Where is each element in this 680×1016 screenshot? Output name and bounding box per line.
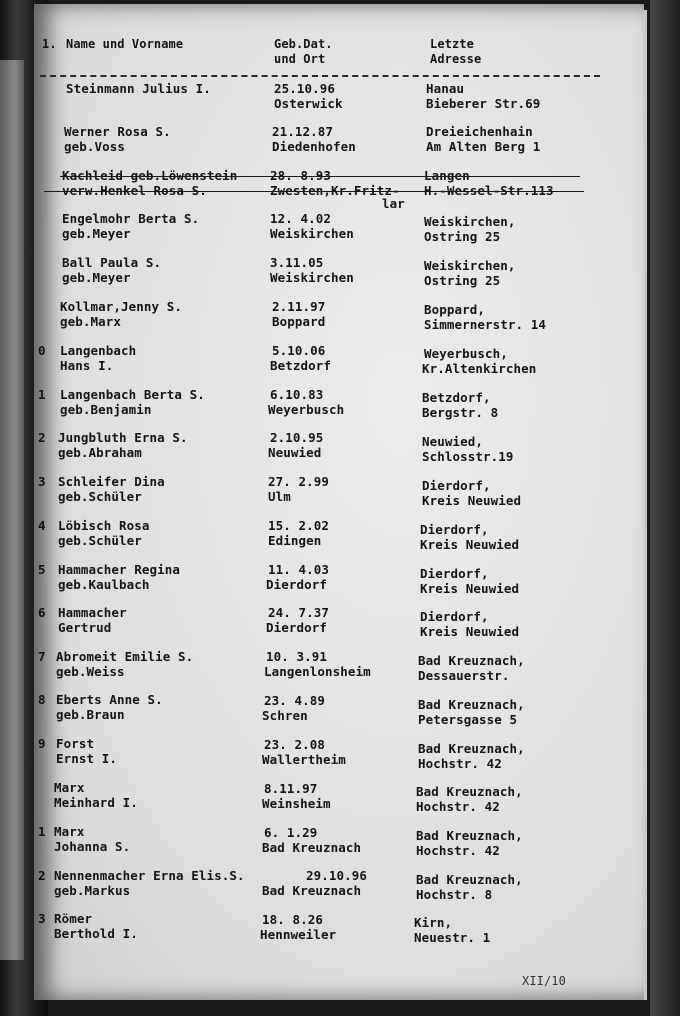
entry-birth-date: 21.12.87 xyxy=(272,124,334,139)
entry-birth-place: Zwesten,Kr.Fritz- xyxy=(270,183,400,198)
entry-number: 7 xyxy=(38,649,46,664)
entry-number: 3 xyxy=(38,474,46,489)
entry-birth-place: Weiskirchen xyxy=(270,226,354,241)
entry-address-city: Langen xyxy=(424,168,470,183)
entry-address-street: Petersgasse 5 xyxy=(418,712,518,727)
header-number: 1. xyxy=(42,37,57,51)
entry-number: 9 xyxy=(38,736,46,751)
entry-birth-date: 23. 2.08 xyxy=(264,737,326,752)
entry-number: 5 xyxy=(38,562,46,577)
entry-address-city: Betzdorf, xyxy=(422,390,491,405)
entry-maiden-name: Ernst I. xyxy=(56,751,118,766)
entry-birth-place: Hennweiler xyxy=(260,927,337,942)
entry-number: 3 xyxy=(38,911,46,926)
strike-line xyxy=(60,176,580,177)
entry-maiden-name: Meinhard I. xyxy=(54,795,138,810)
facing-page-edge xyxy=(0,60,24,960)
header-birth-1: Geb.Dat. xyxy=(274,37,333,51)
entry-name: Hammacher xyxy=(58,605,127,620)
entry-maiden-name: geb.Benjamin xyxy=(60,402,152,417)
entry-birth-date: 15. 2.02 xyxy=(268,518,330,533)
entry-maiden-name: geb.Meyer xyxy=(62,270,131,285)
entry-name: Forst xyxy=(56,736,95,751)
entry-birth-place: Edingen xyxy=(268,533,322,548)
entry-address-city: Dierdorf, xyxy=(420,609,489,624)
entry-name: Abromeit Emilie S. xyxy=(56,649,194,664)
entry-maiden-name: Johanna S. xyxy=(54,839,131,854)
entry-address-street: Kreis Neuwied xyxy=(420,537,520,552)
entry-name: Schleifer Dina xyxy=(58,474,165,489)
entry-maiden-name: geb.Meyer xyxy=(62,226,131,241)
entry-address-street: Hochstr. 8 xyxy=(416,887,493,902)
entry-birth-place: Schren xyxy=(262,708,308,723)
entry-maiden-name: geb.Schüler xyxy=(58,489,142,504)
entry-maiden-name: geb.Braun xyxy=(56,707,125,722)
entry-birth-place: Dierdorf xyxy=(266,620,328,635)
entry-maiden-name: geb.Abraham xyxy=(58,445,142,460)
entry-address-city: Weiskirchen, xyxy=(424,214,516,229)
entry-address-street: Ostring 25 xyxy=(424,229,501,244)
header-address-2: Adresse xyxy=(430,52,482,66)
entry-birth-place: Ulm xyxy=(268,489,291,504)
entry-birth-date: 8.11.97 xyxy=(264,781,318,796)
entry-maiden-name: geb.Weiss xyxy=(56,664,125,679)
entry-address-city: Kirn, xyxy=(414,915,453,930)
entry-address-city: Dierdorf, xyxy=(420,522,489,537)
entry-birth-place: Osterwick xyxy=(274,96,343,111)
entry-birth-place: Boppard xyxy=(272,314,326,329)
entry-address-street: Am Alten Berg 1 xyxy=(426,139,541,154)
entry-birth-place: Weyerbusch xyxy=(268,402,345,417)
entry-address-street: Kr.Altenkirchen xyxy=(422,361,537,376)
entry-birth-place: Bad Kreuznach xyxy=(262,883,362,898)
entry-birth-date: 25.10.96 xyxy=(274,81,336,96)
strike-line xyxy=(44,191,584,192)
entry-name: Langenbach xyxy=(60,343,137,358)
entry-number: 0 xyxy=(38,343,46,358)
entry-name: Langenbach Berta S. xyxy=(60,387,205,402)
entry-birth-place-cont: lar xyxy=(382,196,405,211)
entry-birth-date: 6.10.83 xyxy=(270,387,324,402)
entry-birth-date: 24. 7.37 xyxy=(268,605,330,620)
entry-birth-date: 11. 4.03 xyxy=(268,562,330,577)
entry-name: Kachleid geb.Löwenstein xyxy=(62,168,238,183)
entry-address-street: Kreis Neuwied xyxy=(422,493,522,508)
entry-address-city: Bad Kreuznach, xyxy=(416,784,523,799)
entry-birth-date: 10. 3.91 xyxy=(266,649,328,664)
entry-birth-date: 5.10.06 xyxy=(272,343,326,358)
entry-address-street: Kreis Neuwied xyxy=(420,581,520,596)
entry-address-city: Bad Kreuznach, xyxy=(418,653,525,668)
entry-birth-place: Betzdorf xyxy=(270,358,332,373)
entry-birth-date: 3.11.05 xyxy=(270,255,324,270)
entry-address-street: Simmernerstr. 14 xyxy=(424,317,547,332)
entry-maiden-name: Berthold I. xyxy=(54,926,138,941)
entry-address-street: Neuestr. 1 xyxy=(414,930,491,945)
entry-birth-date: 6. 1.29 xyxy=(264,825,318,840)
entry-name: Engelmohr Berta S. xyxy=(62,211,200,226)
entry-number: 6 xyxy=(38,605,46,620)
entry-birth-date: 27. 2.99 xyxy=(268,474,330,489)
entry-address-city: Weiskirchen, xyxy=(424,258,516,273)
header-address-1: Letzte xyxy=(430,37,474,51)
entry-maiden-name: geb.Marx xyxy=(60,314,122,329)
entry-address-city: Dreieichenhain xyxy=(426,124,533,139)
entry-birth-date: 2.10.95 xyxy=(270,430,324,445)
entry-number: 4 xyxy=(38,518,46,533)
entry-number: 2 xyxy=(38,868,46,883)
entry-address-street: Bergstr. 8 xyxy=(422,405,499,420)
entry-maiden-name: geb.Kaulbach xyxy=(58,577,150,592)
entry-name: Eberts Anne S. xyxy=(56,692,163,707)
entry-name: Hammacher Regina xyxy=(58,562,181,577)
entry-address-city: Dierdorf, xyxy=(422,478,491,493)
entry-birth-place: Neuwied xyxy=(268,445,322,460)
header-name: Name und Vorname xyxy=(66,37,184,51)
entry-birth-place: Weiskirchen xyxy=(270,270,354,285)
entry-maiden-name: geb.Schüler xyxy=(58,533,142,548)
entry-address-street: Dessauerstr. xyxy=(418,668,510,683)
entry-birth-date: 23. 4.89 xyxy=(264,693,326,708)
entry-number: 1 xyxy=(38,387,46,402)
entry-address-city: Boppard, xyxy=(424,302,486,317)
entry-name: Steinmann Julius I. xyxy=(66,81,211,96)
entry-address-city: Neuwied, xyxy=(422,434,484,449)
entry-name: Ball Paula S. xyxy=(62,255,162,270)
entry-number: 2 xyxy=(38,430,46,445)
entry-maiden-name: verw.Henkel Rosa S. xyxy=(62,183,207,198)
entry-maiden-name: geb.Markus xyxy=(54,883,131,898)
entry-name: Werner Rosa S. xyxy=(64,124,171,139)
entry-name: Löbisch Rosa xyxy=(58,518,150,533)
entry-address-street: Hochstr. 42 xyxy=(416,799,500,814)
entry-name: Jungbluth Erna S. xyxy=(58,430,188,445)
entry-address-street: Bieberer Str.69 xyxy=(426,96,541,111)
entry-address-street: Hochstr. 42 xyxy=(416,843,500,858)
entry-name: Nennenmacher Erna Elis.S. xyxy=(54,868,245,883)
entry-address-street: H.-Wessel-Str.113 xyxy=(424,183,554,198)
entry-birth-place: Diedenhofen xyxy=(272,139,356,154)
entry-address-city: Hanau xyxy=(426,81,465,96)
entry-name: Kollmar,Jenny S. xyxy=(60,299,183,314)
entry-address-city: Bad Kreuznach, xyxy=(418,697,525,712)
entry-birth-place: Dierdorf xyxy=(266,577,328,592)
entry-birth-place: Weinsheim xyxy=(262,796,331,811)
entry-birth-date: 18. 8.26 xyxy=(262,912,324,927)
entry-maiden-name: geb.Voss xyxy=(64,139,126,154)
entry-address-street: Ostring 25 xyxy=(424,273,501,288)
entry-name: Marx xyxy=(54,824,85,839)
entry-address-city: Bad Kreuznach, xyxy=(416,872,523,887)
entry-birth-date: 2.11.97 xyxy=(272,299,326,314)
background-edge xyxy=(650,0,680,1016)
header-separator xyxy=(40,75,600,77)
entry-birth-date: 28. 8.93 xyxy=(270,168,332,183)
header-birth-2: und Ort xyxy=(274,52,326,66)
entry-address-city: Bad Kreuznach, xyxy=(416,828,523,843)
entry-maiden-name: Gertrud xyxy=(58,620,112,635)
entry-address-street: Kreis Neuwied xyxy=(420,624,520,639)
entry-birth-date: 29.10.96 xyxy=(306,868,368,883)
entry-birth-place: Langenlonsheim xyxy=(264,664,371,679)
entry-name: Römer xyxy=(54,911,93,926)
entry-address-city: Bad Kreuznach, xyxy=(418,741,525,756)
entry-address-street: Schlosstr.19 xyxy=(422,449,514,464)
entry-address-city: Weyerbusch, xyxy=(424,346,508,361)
page-reference: XII/10 xyxy=(522,974,566,988)
entry-number: 1 xyxy=(38,824,46,839)
entry-number: 8 xyxy=(38,692,46,707)
entry-birth-date: 12. 4.02 xyxy=(270,211,332,226)
entry-address-street: Hochstr. 42 xyxy=(418,756,502,771)
entry-name: Marx xyxy=(54,780,85,795)
entry-birth-place: Bad Kreuznach xyxy=(262,840,362,855)
entry-maiden-name: Hans I. xyxy=(60,358,114,373)
entry-address-city: Dierdorf, xyxy=(420,566,489,581)
entry-birth-place: Wallertheim xyxy=(262,752,346,767)
